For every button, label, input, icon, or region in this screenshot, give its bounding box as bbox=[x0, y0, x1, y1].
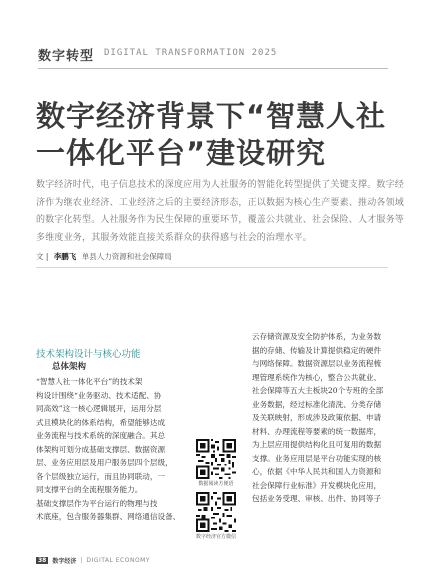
body-line: 社会保障行业标准》开发模块化应用， bbox=[252, 480, 382, 490]
body-line: 社会保障等五大主板块20个专班的全部 bbox=[252, 386, 384, 395]
section-label-en: DIGITAL TRANSFORMATION 2025 bbox=[104, 48, 278, 58]
body-line: 式且模块化的体系结构，希望能够达成 bbox=[36, 417, 166, 427]
body-line: 支撑。业务应用层是平台功能实现的核 bbox=[252, 453, 382, 463]
body-line: 构设计围绕“业务驱动、技术适配、协 bbox=[36, 390, 162, 400]
lead-line: 多维度业务，其服务效能直接关系群众的获得感与社会的治理水平。 bbox=[36, 232, 313, 243]
body-line: 与网络保障。数据资源层以业务流程梳 bbox=[252, 359, 382, 368]
qr-code-icon bbox=[196, 492, 236, 532]
body-line: 基础支撑层作为平台运行的物理与技 bbox=[36, 498, 158, 508]
body-line: 理管理系统作为核心，整合公共就业、 bbox=[252, 372, 382, 382]
body-line: 材料、办理流程等要素的统一数据库， bbox=[252, 426, 382, 436]
qr-caption: 数据阅读方便语 bbox=[198, 481, 234, 487]
byline-affiliation: 单县人力资源和社会保障局 bbox=[81, 252, 172, 261]
qr-code-icon bbox=[196, 439, 236, 479]
page-number: 38 bbox=[38, 557, 47, 564]
byline-divider bbox=[36, 267, 388, 268]
lead-line: 济作为继农业经济、工业经济之后的主要经济形态，正以数据为核心生产要素、推动各领域 bbox=[36, 197, 405, 208]
qr-code-reading[interactable] bbox=[194, 439, 238, 488]
page-footer bbox=[36, 556, 150, 565]
body-line: 各个层级独立运行，而且协同联动，一 bbox=[36, 471, 166, 481]
article-title bbox=[36, 98, 396, 172]
subheading: 总体架构 bbox=[52, 362, 87, 372]
body-line: 体架构可划分成基础支撑层、数据资源 bbox=[36, 444, 166, 454]
byline bbox=[36, 251, 172, 262]
article-title-line1: 数字经济背景下“智慧人社 bbox=[36, 99, 387, 133]
article-title-line2: 一体化平台”建设研究 bbox=[36, 136, 327, 170]
body-line: 包括业务受理、审核、出件、协同等子 bbox=[252, 494, 382, 503]
body-line: 为上层应用提供结构化且可复用的数据 bbox=[252, 440, 382, 449]
lead-paragraph bbox=[36, 177, 405, 247]
body-line: 业务流程与技术系统的深度融合。其总 bbox=[36, 431, 166, 440]
top-divider bbox=[38, 68, 388, 69]
body-line: 业务数据，经过标准化清洗、分类存储 bbox=[252, 399, 382, 409]
magazine-name: 数字经济 bbox=[52, 558, 77, 565]
body-column-right bbox=[252, 330, 394, 506]
body-line: 同支撑平台的全流程服务能力。 bbox=[36, 485, 143, 494]
body-line: 据的存储、传输及计算提供稳定的硬件 bbox=[252, 345, 382, 355]
body-line: 云存储资源及安全防护体系，为业务数 bbox=[252, 332, 382, 341]
body-line: 同高效”这一核心逻辑展开，运用分层 bbox=[36, 404, 162, 413]
footer-separator: | bbox=[80, 557, 83, 564]
lead-line: 数字经济时代，电子信息技术的深度应用为人社服务的智能化转型提供了关键支撑。数字经 bbox=[36, 180, 405, 190]
section-label-cn: 数字转型 bbox=[38, 49, 95, 64]
section-heading: 技术架构设计与核心功能 bbox=[36, 349, 141, 360]
lead-line: 的数字化转型。人社服务作为民生保障的重要环节，覆盖公共就业、社会保险、人才服务等 bbox=[36, 215, 405, 225]
body-line: 及关联映射，形成涉及政策依据、申请 bbox=[252, 413, 382, 422]
byline-author: 李鹏飞 bbox=[53, 252, 77, 261]
body-line: “智慧人社一体化平台”的技术架 bbox=[36, 377, 143, 386]
qr-code-wechat[interactable] bbox=[194, 492, 238, 541]
body-line: 心，依据《中华人民共和国人力资源和 bbox=[252, 467, 382, 476]
body-column-left bbox=[36, 375, 182, 524]
byline-prefix: 文 | bbox=[36, 252, 49, 261]
body-line: 术底座，包含服务器集群、网络通信设备、 bbox=[36, 512, 181, 521]
qr-caption: 数字经济官方微信 bbox=[195, 534, 236, 540]
magazine-name-en: DIGITAL ECONOMY bbox=[86, 557, 151, 564]
body-line: 层、业务应用层及用户服务层四个层级， bbox=[36, 458, 173, 467]
